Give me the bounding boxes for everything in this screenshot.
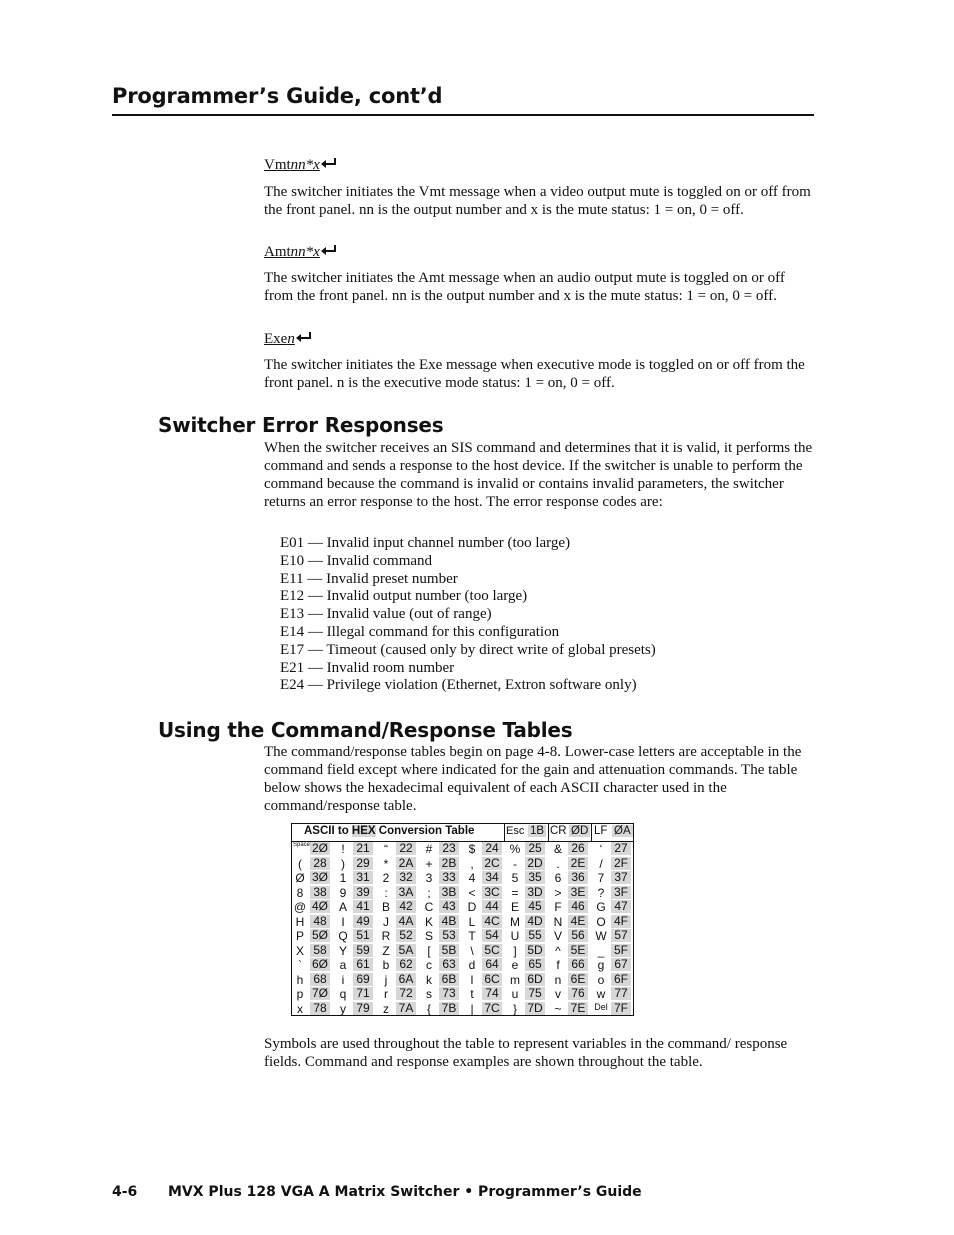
return-icon — [295, 331, 313, 348]
ascii-hex: 7D — [525, 1002, 545, 1015]
ascii-hex: 36 — [568, 871, 588, 884]
ascii-char: G — [596, 900, 606, 914]
ascii-hex: 59 — [353, 944, 373, 957]
return-icon — [320, 244, 338, 261]
ascii-hex: 33 — [439, 871, 459, 884]
ascii-char: n — [554, 972, 562, 987]
ascii-hex: 3E — [568, 886, 588, 899]
ascii-char: K — [424, 914, 433, 929]
error-code-item: E17 — Timeout (caused only by direct write of global presets) — [280, 641, 656, 658]
header-hex-lf: ØA — [614, 825, 631, 837]
ascii-hex: 57 — [611, 929, 631, 942]
header-char-cr: CR — [550, 825, 567, 837]
command-description: The switcher initiates the Vmt message when a video output mute is toggled on or off from the front panel. nn is the output number and x is the mute status: 1 = on, 0 = off. — [264, 184, 811, 218]
ascii-hex: 6A — [396, 973, 416, 986]
section-heading-tables: Using the Command/Response Tables — [158, 718, 573, 742]
ascii-char: S — [424, 929, 433, 943]
ascii-hex: 37 — [611, 871, 631, 884]
ascii-row — [292, 973, 633, 988]
ascii-hex-table — [291, 823, 634, 1016]
ascii-char: Q — [338, 929, 348, 943]
ascii-hex: 35 — [525, 871, 545, 884]
ascii-hex: 5E — [568, 944, 588, 957]
ascii-hex: 41 — [353, 900, 373, 913]
ascii-char: i — [341, 972, 345, 987]
ascii-char: H — [295, 914, 305, 929]
error-code-item: E11 — Invalid preset number — [280, 570, 458, 587]
command-prefix: Exe — [264, 331, 288, 347]
ascii-char: U — [510, 929, 520, 943]
ascii-char: N — [553, 914, 563, 929]
ascii-char: * — [383, 856, 389, 871]
ascii-char: = — [511, 885, 519, 900]
page-number: 4-6 — [112, 1184, 138, 1200]
ascii-hex: 45 — [525, 900, 545, 913]
header-char-esc: Esc — [506, 825, 525, 837]
ascii-char: Space — [293, 842, 311, 848]
ascii-hex: 23 — [439, 842, 459, 855]
ascii-char: % — [509, 842, 521, 856]
ascii-char: z — [383, 1001, 389, 1016]
ascii-char: ! — [341, 842, 345, 856]
ascii-char: , — [470, 856, 474, 871]
ascii-char: ` — [298, 958, 302, 972]
ascii-hex: 73 — [439, 987, 459, 1000]
ascii-char: I — [341, 914, 345, 929]
ascii-char: q — [339, 987, 347, 1001]
error-code-item: E21 — Invalid room number — [280, 659, 455, 676]
ascii-hex: 5C — [482, 944, 502, 957]
ascii-char: E — [510, 900, 519, 914]
ascii-row — [292, 871, 633, 886]
ascii-char: & — [553, 842, 562, 856]
ascii-hex: 4E — [568, 915, 588, 928]
ascii-hex: 7E — [568, 1002, 588, 1015]
ascii-hex: 62 — [396, 958, 416, 971]
ascii-char: < — [468, 885, 476, 900]
ascii-hex: 44 — [482, 900, 502, 913]
ascii-row — [292, 987, 633, 1002]
ascii-char: k — [426, 972, 432, 987]
ascii-hex: 3D — [525, 886, 545, 899]
header-hex-cr: ØD — [571, 825, 589, 837]
ascii-hex: 55 — [525, 929, 545, 942]
ascii-hex: 63 — [439, 958, 459, 971]
command-description: The switcher initiates the Exe message when executive mode is toggled on or off from the front panel. n is the executive mode status: 1 = on, 0 = off. — [264, 357, 805, 391]
ascii-hex: 58 — [310, 944, 330, 957]
header-hex-esc: 1B — [530, 825, 545, 837]
ascii-hex: 7F — [611, 1002, 631, 1015]
ascii-hex: 6C — [482, 973, 502, 986]
ascii-row — [292, 900, 633, 915]
ascii-char: J — [383, 914, 389, 929]
ascii-hex: 78 — [310, 1002, 330, 1015]
ascii-hex: 22 — [396, 842, 416, 855]
command-exe — [264, 331, 313, 348]
ascii-hex: 71 — [353, 987, 373, 1000]
ascii-hex: 2F — [611, 857, 631, 870]
error-code-item: E01 — Invalid input channel number (too large) — [280, 535, 571, 551]
ascii-hex: 74 — [482, 987, 502, 1000]
tables-intro: The command/response tables begin on page 4-8. Lower-case letters are acceptable in the command field except where indicated for the gain and attenuation commands. The table below shows the hexadecimal equivalent of each ASCII character used in the command/response table. — [264, 744, 802, 814]
ascii-char: 4 — [468, 871, 476, 885]
ascii-hex: 2E — [568, 857, 588, 870]
ascii-char: } — [512, 1001, 517, 1016]
ascii-char: . — [556, 856, 560, 871]
ascii-hex: 75 — [525, 987, 545, 1000]
ascii-char: ( — [298, 856, 302, 871]
ascii-hex: 69 — [353, 973, 373, 986]
command-vmt — [264, 157, 338, 174]
ascii-hex: 64 — [482, 958, 502, 971]
ascii-char: 6 — [554, 871, 562, 885]
ascii-hex: 3B — [439, 886, 459, 899]
ascii-char: F — [554, 900, 562, 914]
error-code-item: E12 — Invalid output number (too large) — [280, 588, 528, 605]
ascii-hex: 3C — [482, 886, 502, 899]
ascii-char: > — [554, 885, 562, 900]
ascii-hex: 6Ø — [311, 957, 328, 971]
header-rule — [112, 114, 814, 116]
ascii-char: c — [426, 958, 432, 972]
ascii-char: ~ — [554, 1001, 562, 1016]
ascii-char: d — [468, 958, 476, 972]
ascii-hex: 65 — [525, 958, 545, 971]
ascii-char: | — [470, 1001, 474, 1016]
ascii-row — [292, 944, 633, 959]
ascii-char: { — [426, 1001, 431, 1016]
ascii-row — [292, 857, 633, 872]
ascii-char: M — [510, 914, 520, 929]
error-code-item: E14 — Illegal command for this configuration — [280, 623, 560, 640]
ascii-hex: 4F — [611, 915, 631, 928]
ascii-char: e — [511, 958, 519, 972]
ascii-hex: 5B — [439, 944, 459, 957]
ascii-row — [292, 842, 633, 857]
ascii-hex: 4B — [439, 915, 459, 928]
ascii-char: “ — [384, 842, 388, 856]
ascii-char: P — [295, 929, 304, 943]
ascii-char: R — [381, 929, 391, 943]
command-vars: nn*x — [290, 157, 320, 173]
errors-intro: When the switcher receives an SIS command and determines that it is valid, it performs the command and sends a response to the host device. If the switcher is unable to perform the command because the command is invalid or contains invalid parameters, the switcher returns an error response to the host. The error response codes are: — [264, 440, 813, 510]
ascii-char: h — [296, 972, 304, 987]
ascii-hex: 25 — [525, 842, 545, 855]
ascii-hex: 7B — [439, 1002, 459, 1015]
command-amt — [264, 244, 338, 261]
ascii-char: 7 — [597, 871, 605, 885]
ascii-char: V — [553, 929, 562, 943]
ascii-char: W — [595, 929, 607, 943]
footer-doc-title: MVX Plus 128 VGA A Matrix Switcher • Programmer’s Guide — [168, 1184, 642, 1200]
ascii-char: X — [295, 943, 304, 958]
ascii-hex: 7C — [482, 1002, 502, 1015]
ascii-char: m — [510, 972, 520, 987]
ascii-char: L — [468, 914, 476, 929]
ascii-char: 8 — [296, 885, 304, 900]
ascii-hex: 79 — [353, 1002, 373, 1015]
command-vars: n — [287, 331, 295, 347]
ascii-hex: 66 — [568, 958, 588, 971]
ascii-char: t — [470, 987, 474, 1001]
ascii-char: v — [555, 987, 561, 1001]
ascii-char: r — [384, 987, 388, 1001]
ascii-hex: 53 — [439, 929, 459, 942]
ascii-hex: 2A — [396, 857, 416, 870]
ascii-char: x — [297, 1001, 303, 1016]
ascii-char: [ — [427, 943, 431, 958]
ascii-char: ; — [427, 885, 431, 900]
ascii-char: / — [599, 856, 603, 871]
ascii-hex: 2Ø — [311, 841, 328, 855]
ascii-char: u — [511, 987, 519, 1001]
ascii-char: s — [426, 987, 432, 1001]
ascii-char: l — [470, 972, 474, 987]
ascii-hex: 6B — [439, 973, 459, 986]
page-footer — [112, 1184, 642, 1200]
command-vars: nn*x — [290, 244, 320, 260]
ascii-char: 1 — [339, 871, 347, 885]
ascii-char: 2 — [382, 871, 390, 885]
ascii-hex: 4A — [396, 915, 416, 928]
ascii-hex: 21 — [353, 842, 373, 855]
ascii-char: - — [513, 856, 517, 871]
ascii-char: a — [339, 958, 347, 972]
ascii-hex: 6E — [568, 973, 588, 986]
command-prefix: Amt — [264, 244, 291, 260]
ascii-hex: 47 — [611, 900, 631, 913]
ascii-char: ^ — [555, 943, 561, 958]
ascii-table-header — [292, 824, 633, 842]
ascii-hex: 77 — [611, 987, 631, 1000]
ascii-hex: 5Ø — [311, 928, 328, 942]
ascii-char: w — [596, 987, 606, 1001]
ascii-hex: 56 — [568, 929, 588, 942]
ascii-hex: 4Ø — [311, 899, 328, 913]
error-code-item: E24 — Privilege violation (Ethernet, Extron software only) — [280, 677, 637, 694]
ascii-hex: 48 — [310, 915, 330, 928]
ascii-char: 3 — [425, 871, 433, 885]
ascii-char: @ — [293, 900, 307, 914]
ascii-hex: 42 — [396, 900, 416, 913]
ascii-char: 5 — [511, 871, 519, 885]
ascii-hex: 43 — [439, 900, 459, 913]
ascii-char: B — [381, 900, 390, 914]
command-prefix: Vmt — [264, 157, 291, 173]
section-heading-errors: Switcher Error Responses — [158, 413, 444, 437]
ascii-hex: 5F — [611, 944, 631, 957]
ascii-row — [292, 886, 633, 901]
error-code-item: E10 — Invalid command — [280, 552, 433, 569]
ascii-hex: 68 — [310, 973, 330, 986]
ascii-char: T — [468, 929, 476, 943]
ascii-hex: 5D — [525, 944, 545, 957]
ascii-hex: 61 — [353, 958, 373, 971]
error-code-list — [280, 535, 656, 695]
ascii-char: $ — [468, 842, 476, 856]
ascii-hex: 6D — [525, 973, 545, 986]
ascii-row — [292, 915, 633, 930]
ascii-hex: 24 — [482, 842, 502, 855]
ascii-char: O — [596, 914, 606, 929]
ascii-char: Ø — [295, 871, 305, 885]
ascii-char: 9 — [339, 885, 347, 900]
ascii-hex: 4C — [482, 915, 502, 928]
ascii-char: ? — [597, 885, 605, 900]
ascii-char: p — [296, 987, 304, 1001]
ascii-table-title: ASCII to HEX Conversion Table — [304, 825, 475, 837]
ascii-hex: 3Ø — [311, 870, 328, 884]
ascii-char: Z — [382, 943, 390, 958]
ascii-char: ‘ — [599, 842, 603, 856]
return-icon — [320, 157, 338, 174]
ascii-hex: 3A — [396, 886, 416, 899]
ascii-char: : — [384, 885, 388, 900]
ascii-hex: 31 — [353, 871, 373, 884]
ascii-hex: 39 — [353, 886, 373, 899]
ascii-char: o — [597, 972, 605, 987]
ascii-hex: 7Ø — [311, 986, 328, 1000]
ascii-hex: 72 — [396, 987, 416, 1000]
ascii-row — [292, 958, 633, 973]
ascii-hex: 76 — [568, 987, 588, 1000]
ascii-hex: 7A — [396, 1002, 416, 1015]
ascii-hex: 32 — [396, 871, 416, 884]
ascii-hex: 6F — [611, 973, 631, 986]
ascii-hex: 29 — [353, 857, 373, 870]
ascii-hex: 51 — [353, 929, 373, 942]
ascii-hex: 3F — [611, 886, 631, 899]
ascii-hex: 54 — [482, 929, 502, 942]
ascii-char: j — [384, 972, 388, 987]
ascii-hex: 26 — [568, 842, 588, 855]
ascii-hex: 34 — [482, 871, 502, 884]
tables-outro: Symbols are used throughout the table to represent variables in the command/ response fields. Command and response examples are shown throughout the table. — [264, 1036, 788, 1070]
ascii-hex: 5A — [396, 944, 416, 957]
header-char-lf: LF — [594, 825, 608, 837]
command-description: The switcher initiates the Amt message when an audio output mute is toggled on or off from the front panel. nn is the output number and x is the mute status: 1 = on, 0 = off. — [264, 270, 785, 304]
ascii-hex: 38 — [310, 886, 330, 899]
ascii-hex: 28 — [310, 857, 330, 870]
ascii-row — [292, 929, 633, 944]
ascii-char: + — [425, 856, 433, 871]
ascii-char: _ — [597, 943, 605, 958]
ascii-char: A — [338, 900, 347, 914]
ascii-hex: 46 — [568, 900, 588, 913]
ascii-hex: 2D — [525, 857, 545, 870]
ascii-hex: 2B — [439, 857, 459, 870]
ascii-char: Del — [594, 1001, 608, 1012]
ascii-hex: 2C — [482, 857, 502, 870]
ascii-char: C — [424, 900, 434, 914]
ascii-char: D — [467, 900, 477, 914]
ascii-char: f — [556, 958, 560, 972]
ascii-char: ] — [513, 943, 517, 958]
ascii-row — [292, 1002, 633, 1017]
page-header-title: Programmer’s Guide, cont’d — [112, 84, 443, 108]
ascii-hex: 52 — [396, 929, 416, 942]
ascii-char: b — [382, 958, 390, 972]
ascii-hex: 49 — [353, 915, 373, 928]
error-code-item: E13 — Invalid value (out of range) — [280, 606, 492, 623]
ascii-hex: 4D — [525, 915, 545, 928]
ascii-hex: 27 — [611, 842, 631, 855]
ascii-char: y — [340, 1001, 346, 1016]
ascii-hex: 67 — [611, 958, 631, 971]
ascii-char: # — [425, 842, 433, 856]
ascii-char: ) — [341, 856, 345, 871]
ascii-char: g — [597, 958, 605, 972]
ascii-char: \ — [470, 943, 474, 958]
ascii-char: Y — [338, 943, 347, 958]
